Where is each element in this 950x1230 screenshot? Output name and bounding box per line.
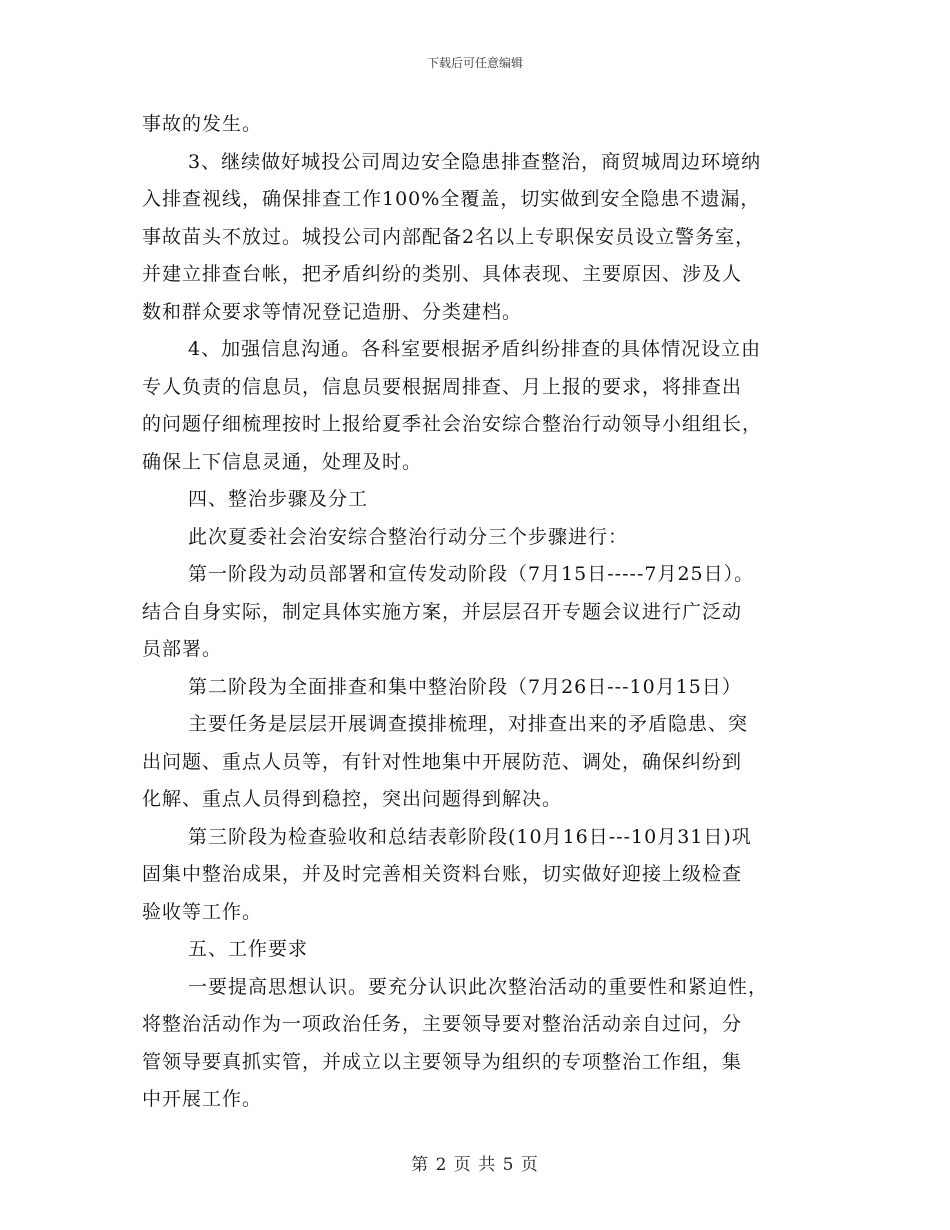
text-line: 中开展工作。 — [142, 1088, 263, 1110]
text-line: 入排查视线，确保排查工作100%全覆盖，切实做到安全隐患不遗漏， — [142, 188, 761, 210]
text-line: 并建立排查台帐，把矛盾纠纷的类别、具体表现、主要原因、涉及人 — [142, 263, 743, 285]
text-line: 第一阶段为动员部署和宣传发动阶段（7月15日-----7月25日）。 — [188, 563, 755, 585]
text-line: 数和群众要求等情况登记造册、分类建档。 — [142, 300, 523, 323]
text-line: 第三阶段为检查验收和总结表彰阶段(10月16日---10月31日)巩 — [188, 825, 752, 848]
text-line: 四、整治步骤及分工 — [188, 488, 369, 510]
text-line: 化解、重点人员得到稳控，突出问题得到解决。 — [142, 788, 563, 810]
text-line: 3、继续做好城投公司周边安全隐患排查整治，商贸城周边环境纳 — [188, 150, 762, 173]
text-line: 此次夏委社会治安综合整治行动分三个步骤进行： — [188, 525, 629, 548]
text-line: 的问题仔细梳理按时上报给夏季社会治安综合整治行动领导小组组长， — [142, 413, 763, 435]
text-line: 一要提高思想认识。要充分认识此次整治活动的重要性和紧迫性， — [188, 975, 769, 998]
page-footer: 第 2 页 共 5 页 — [411, 1155, 539, 1175]
text-line: 出问题、重点人员等，有针对性地集中开展防范、调处，确保纠纷到 — [142, 750, 743, 773]
document-body — [142, 106, 822, 1119]
text-line: 员部署。 — [142, 638, 223, 660]
page-header: 下载后可任意编辑 — [426, 56, 523, 70]
text-line: 4、加强信息沟通。各科室要根据矛盾纠纷排查的具体情况设立由 — [188, 338, 762, 360]
text-line: 结合自身实际，制定具体实施方案，并层层召开专题会议进行广泛动 — [142, 600, 743, 623]
text-line: 确保上下信息灵通，处理及时。 — [142, 450, 423, 473]
text-line: 管领导要真抓实管，并成立以主要领导为组织的专项整治工作组，集 — [142, 1050, 743, 1073]
text-line: 固集中整治成果，并及时完善相关资料台账，切实做好迎接上级检查 — [142, 863, 743, 885]
text-line: 主要任务是层层开展调查摸排梳理，对排查出来的矛盾隐患、突 — [188, 713, 749, 735]
text-line: 专人负责的信息员，信息员要根据周排查、月上报的要求，将排查出 — [142, 375, 743, 398]
text-line: 将整治活动作为一项政治任务，主要领导要对整治活动亲自过问，分 — [142, 1013, 743, 1035]
text-line: 事故的发生。 — [142, 113, 263, 135]
text-line: 五、工作要求 — [188, 938, 309, 960]
text-line: 事故苗头不放过。城投公司内部配备2名以上专职保安员设立警务室， — [142, 225, 756, 248]
text-line: 验收等工作。 — [142, 900, 263, 923]
text-line: 第二阶段为全面排查和集中整治阶段（7月26日---10月15日） — [188, 675, 742, 698]
